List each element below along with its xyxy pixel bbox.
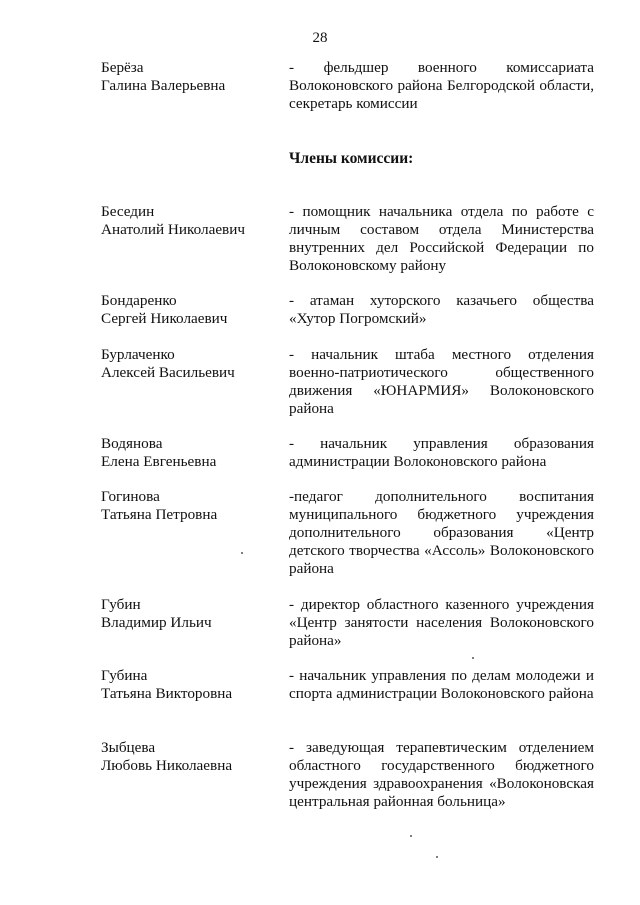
person-role: - начальник управления образования администрации Волоконовского района (289, 435, 594, 470)
page-number: 28 (312, 30, 328, 46)
person-given-names: Владимир Ильич (101, 614, 212, 631)
person-given-names: Елена Евгеньевна (101, 453, 217, 470)
person-given-names: Алексей Васильевич (101, 364, 235, 381)
person-name (101, 292, 281, 328)
person-role: - начальник управления по делам молодежи и спорта администрации Волоконовского района (289, 667, 594, 702)
person-surname: Губина (101, 667, 148, 684)
person-surname: Зыбцева (101, 739, 156, 756)
person-given-names: Татьяна Петровна (101, 506, 218, 523)
person-name (101, 203, 281, 239)
person-surname: Водянова (101, 435, 163, 452)
person-name (101, 435, 281, 471)
person-role: - директор областного казенного учреждения «Центр занятости населения Волоконовского района» (289, 596, 594, 649)
scan-speck (472, 657, 474, 659)
person-given-names: Галина Валерьевна (101, 77, 226, 94)
person-role: -педагог дополнительного воспитания муниципального бюджетного учреждения дополнительного образования «Центр детского творчества «Ассоль» Волоконовского района (289, 488, 594, 577)
person-name (101, 59, 281, 95)
person-name (101, 596, 281, 632)
person-name (101, 488, 281, 524)
person-role: - начальник штаба местного отделения военно-патриотического общественного движения «ЮНАРМИЯ» Волоконовского района (289, 346, 594, 417)
person-name (101, 667, 281, 703)
person-given-names: Татьяна Викторовна (101, 685, 233, 702)
person-surname: Бондаренко (101, 292, 177, 309)
person-name (101, 346, 281, 382)
person-surname: Бурлаченко (101, 346, 175, 363)
person-surname: Губин (101, 596, 141, 613)
person-surname: Берёза (101, 59, 144, 76)
person-role: - заведующая терапевтическим отделением областного государственного бюджетного учреждения здравоохранения «Волоконовская центральная районная больница» (289, 739, 594, 810)
person-role: - фельдшер военного комиссариата Волоконовского района Белгородской области, секретарь комиссии (289, 59, 594, 112)
person-role: - помощник начальника отдела по работе с личным составом отдела Министерства внутренних дел Российской Федерации по Волоконовскому району (289, 203, 594, 274)
members-heading: Члены комиссии: (289, 150, 414, 167)
person-name (101, 739, 281, 775)
person-given-names: Анатолий Николаевич (101, 221, 245, 238)
person-surname: Гогинова (101, 488, 160, 505)
scan-speck (436, 856, 438, 858)
person-given-names: Сергей Николаевич (101, 310, 228, 327)
person-role: - атаман хуторского казачьего общества «Хутор Погромский» (289, 292, 594, 327)
person-surname: Беседин (101, 203, 155, 220)
scan-speck (241, 552, 243, 554)
person-given-names: Любовь Николаевна (101, 757, 233, 774)
scan-speck (410, 835, 412, 837)
